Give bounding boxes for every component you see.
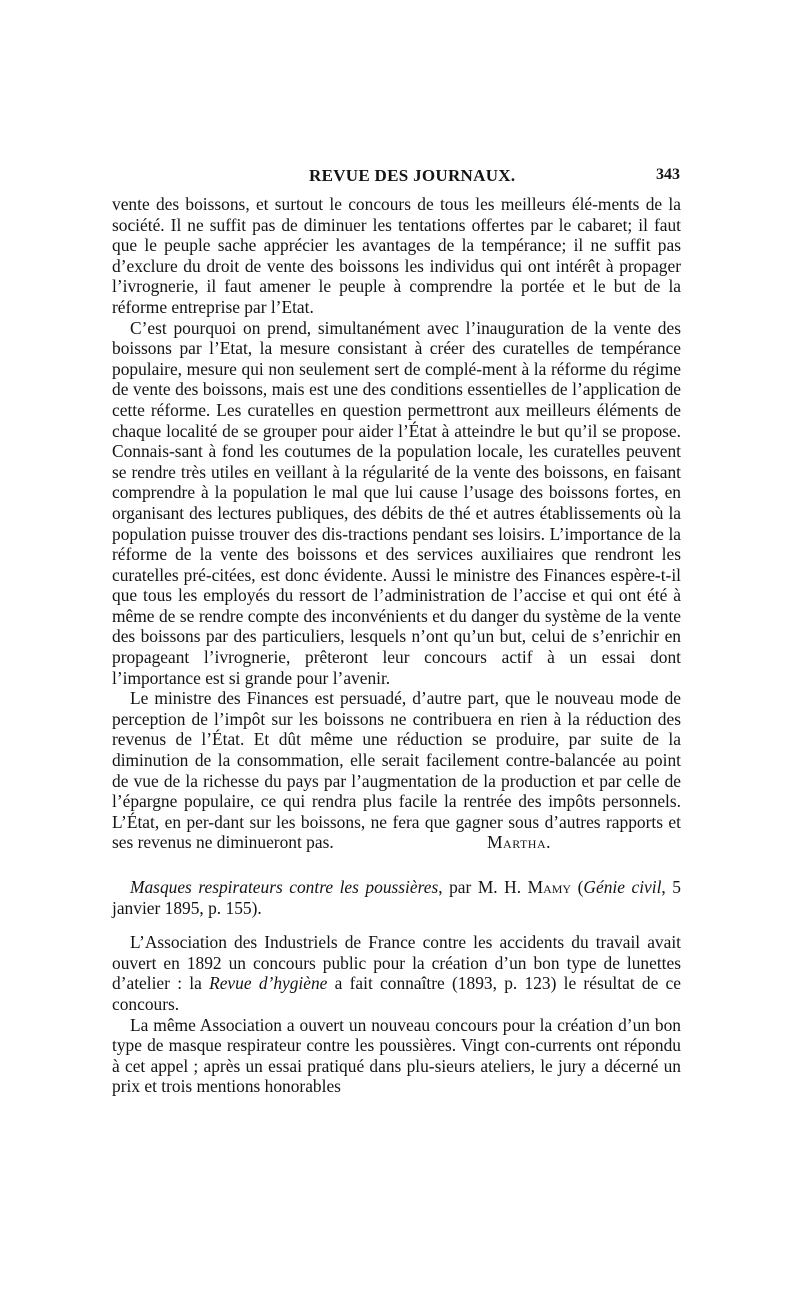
paragraph-4	[112, 932, 681, 1014]
paragraph-4-start: L’Association des Industriels de France contre les accidents du travail avait ouvert en 1892 un concours public pour la création d’un bon type de lunettes d’atelier : la	[112, 932, 681, 994]
paragraph-2: C’est pourquoi on prend, simultanément avec l’inauguration de la vente des boissons par l’Etat, la mesure consistant à créer des curatelles de tempérance populaire, mesure qui non seulement sert de complé-ment à la réforme du régime de vente des boissons, mais est une des conditions essentielles de l’application de cette réforme. Les curatelles en question permettront aux meilleurs éléments de chaque localité de se grouper pour aider l’État à atteindre le but qu’il se propose. Connais-sant à fond les coutumes de la population locale, les curatelles peuvent se rendre très utiles en veillant à la régularité de la vente des boissons, en faisant comprendre à la population le mal que lui cause l’usage des boissons fortes, en organisant des lectures publiques, des débits de thé et autres établissements où la population puisse trouver des dis-tractions pendant ses loisirs. L’importance de la réforme de la vente des boissons et des services auxiliaires que rendront les curatelles pré-citées, est donc évidente. Aussi le ministre des Finances espère-t-il que tous les employés du ressort de l’administration de l’accise et qui ont été à même de se rendre compte des inconvénients et du danger du système de la vente des boissons par des particuliers, lesquels n’ont qu’un but, celui de s’enrichir en propageant l’ivrognerie, prêteront leur concours actif à un essai dont l’importance est si grande pour l’avenir.	[112, 317, 681, 688]
running-title: REVUE DES JOURNAUX.	[309, 166, 516, 185]
signature-text: Martha.	[487, 832, 551, 853]
running-header	[112, 166, 680, 190]
paragraph-1: vente des boissons, et surtout le concours de tous les meilleurs élé-ments de la société. Il ne suffit pas de diminuer les tentations offertes par le cabaret; il faut que le peuple sache apprécier les avantages de la tempérance; il ne suffit pas d’exclure du droit de vente des boissons les individus qui ont intérêt à propager l’ivrognerie, il faut amener le peuple à comprendre la portée et le but de la réforme entreprise par l’Etat.	[112, 194, 681, 317]
reference-title: Masques respirateurs contre les poussières	[130, 877, 439, 897]
page-number: 343	[656, 166, 680, 183]
paragraph-4-journal: Revue d’hygiène	[209, 973, 328, 994]
section-spacer	[112, 853, 681, 877]
reference-open: (	[571, 877, 584, 897]
section-spacer-2	[112, 918, 681, 932]
paragraph-3: Le ministre des Finances est persuadé, d’autre part, que le nouveau mode de perception de l’impôt sur les boissons ne contribuera en rien à la réduction des revenus de l’État. Et dût même une réduction se produire, par suite de la diminution de la consommation, elle serait facilement contre-balancée au point de vue de la richesse du pays par l’augmentation de la production et par celle de l’épargne populaire, ce qui rendra plus facile la rentrée des impôts personnels. L’État, en per-dant sur les boissons, ne fera que gagner sous d’autres rapports et ses revenus ne diminueront pas.	[112, 688, 681, 853]
reference-mid: , par M. H.	[438, 877, 528, 897]
reference-author: Mamy	[527, 877, 572, 897]
reference-close: , 5 janvier 1895, p. 155).	[112, 877, 681, 918]
paragraph-5: La même Association a ouvert un nouveau concours pour la création d’un bon type de masque respirateur contre les poussières. Vingt con-currents ont répondu à cet appel ; après un essai pratiqué dans plu-sieurs ateliers, le jury a décerné un prix et trois mentions honorables	[112, 1014, 681, 1097]
reference-journal: Génie civil	[583, 877, 662, 897]
article-reference	[112, 877, 681, 918]
paragraph-4-end: a fait connaître (1893, p. 123) le résultat de ce concours.	[112, 973, 681, 1014]
article-body	[112, 194, 681, 1097]
